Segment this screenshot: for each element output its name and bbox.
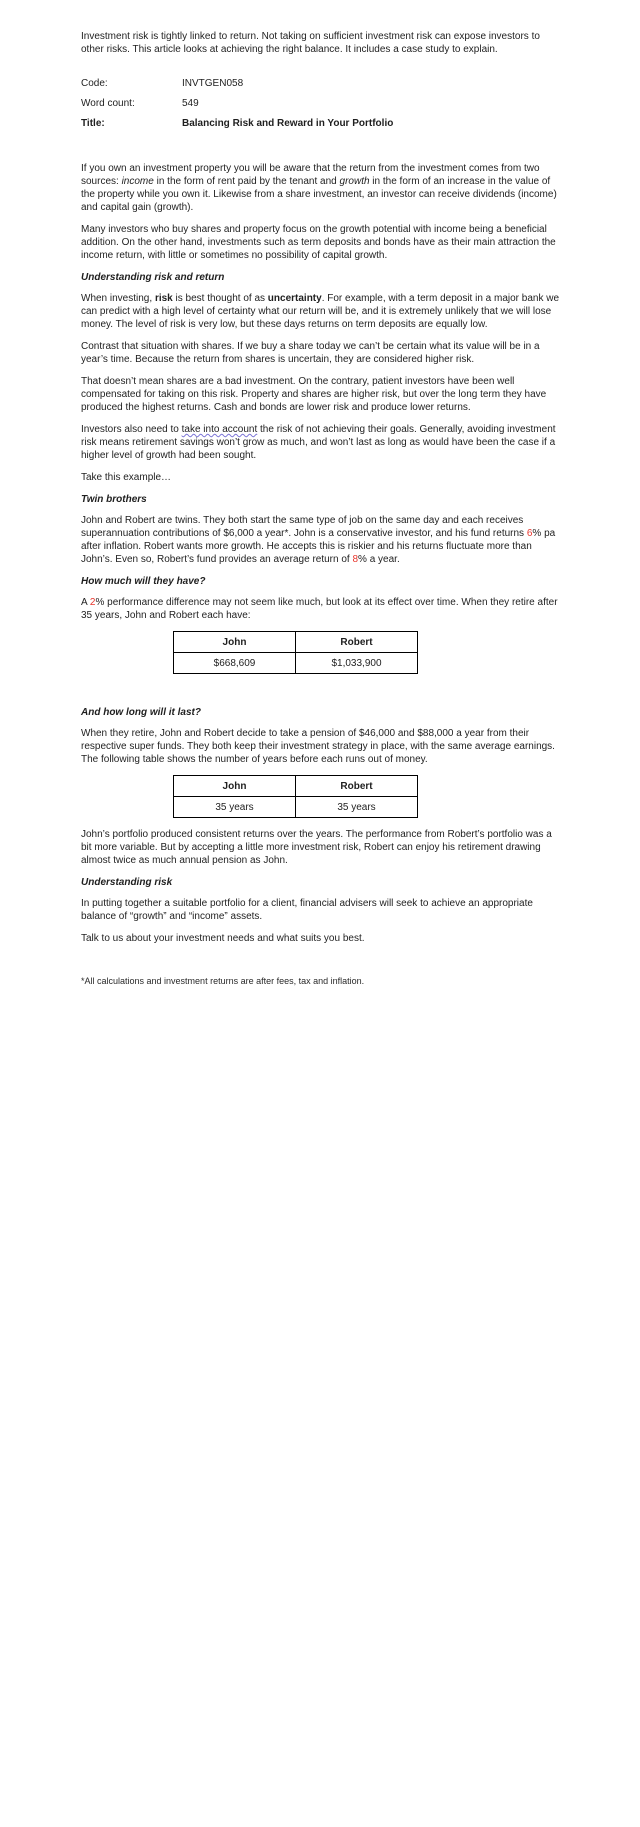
paragraph-shares-not-bad: That doesn’t mean shares are a bad investment. On the contrary, patient investors have been well compensated for taking on this risk. Property and shares are higher risk, but over the long term they have produced the highest returns. Cash and bonds are lower risk and produce lower returns. xyxy=(81,376,547,413)
paragraph-twins-story: John and Robert are twins. They both start the same type of job on the same day and each receives superannuation contributions of $6,000 a year*. John is a conservative investor, and his fund returns 6% pa after inflation. Robert wants more growth. He accepts this is riskier and his returns fluctuate more than John’s. Even so, Robert’s fund provides an average return of 8% a year. xyxy=(81,515,556,565)
duration-table-header-row xyxy=(174,776,418,797)
balance-table-cell-robert: $1,033,900 xyxy=(296,653,418,674)
balance-table-value-row xyxy=(174,653,418,674)
duration-table-header-john: John xyxy=(174,776,296,797)
document-title: Balancing Risk and Reward in Your Portfolio xyxy=(182,118,394,129)
paragraph-risk-of-goals: Investors also need to take into account the risk of not achieving their goals. Generally, avoiding investment risk means retirement savings won’t grow as much, and won’t last as long as would have been the case if a higher level of growth had been sought. xyxy=(81,424,556,461)
paragraph-growth-focus: Many investors who buy shares and property focus on the growth potential with income being a beneficial addition. On the other hand, investments such as term deposits and bonds have as their main attraction the income return, with little or sometimes no possibility of capital growth. xyxy=(81,224,556,261)
paragraph-contrast-shares: Contrast that situation with shares. If we buy a share today we can’t be certain what its value will be in a year’s time. Because the return from shares is uncertain, they are considered higher risk. xyxy=(81,341,540,365)
duration-table-cell-robert: 35 years xyxy=(296,797,418,818)
section-heading-how-long: And how long will it last? xyxy=(81,707,201,718)
duration-table-value-row xyxy=(174,797,418,818)
section-heading-risk-and-return: Understanding risk and return xyxy=(81,272,225,283)
balance-table-header-john: John xyxy=(174,632,296,653)
meta-code-value: INVTGEN058 xyxy=(182,78,244,89)
balance-table xyxy=(173,631,418,674)
meta-block xyxy=(81,74,561,134)
paragraph-performance-difference: A 2% performance difference may not seem like much, but look at its effect over time. When they retire after 35 years, John and Robert each have: xyxy=(81,597,558,621)
paragraph-consistent-returns: John’s portfolio produced consistent returns over the years. The performance from Robert’s portfolio was a bit more variable. But by accepting a little more investment risk, Robert can enjoy his retirement drawing almost twice as much annual pension as John. xyxy=(81,829,552,866)
meta-word-count-value: 549 xyxy=(182,98,199,109)
paragraph-suitable-portfolio: In putting together a suitable portfolio for a client, financial advisers will seek to achieve an appropriate balance of “growth” and “income” assets. xyxy=(81,898,533,922)
meta-code-row xyxy=(81,74,561,94)
intro-paragraph: Investment risk is tightly linked to return. Not taking on sufficient investment risk can expose investors to other risks. This article looks at achieving the right balance. It includes a case study to explain. xyxy=(81,31,540,55)
balance-table-cell-john: $668,609 xyxy=(174,653,296,674)
paragraph-talk-to-us: Talk to us about your investment needs and what suits you best. xyxy=(81,933,365,944)
paragraph-take-example: Take this example… xyxy=(81,472,172,483)
meta-code-label: Code: xyxy=(81,78,108,89)
paragraph-risk-uncertainty: When investing, risk is best thought of as uncertainty. For example, with a term deposit in a major bank we can predict with a high level of certainty what our return will be, and it is extremely unlikely that we will lose money. The level of risk is very low, but these days returns on term deposits are equally low. xyxy=(81,293,560,330)
footnote: *All calculations and investment returns are after fees, tax and inflation. xyxy=(81,976,365,986)
duration-table xyxy=(173,775,418,818)
paragraph-property-returns: If you own an investment property you will be aware that the return from the investment comes from two sources: income in the form of rent paid by the tenant and growth in the form of an increase in the value of the property while you own it. Likewise from a share investment, an investor can receive dividends (income) and capital gain (growth). xyxy=(81,163,557,213)
section-heading-twin-brothers: Twin brothers xyxy=(81,494,147,505)
section-heading-how-much: How much will they have? xyxy=(81,576,206,587)
meta-word-count-row xyxy=(81,94,561,114)
balance-table-header-robert: Robert xyxy=(296,632,418,653)
paragraph-pension-drawdown: When they retire, John and Robert decide to take a pension of $46,000 and $88,000 a year from their respective super funds. They both keep their investment strategy in place, with the same average earnings. The following table shows the number of years before each runs out of money. xyxy=(81,728,555,765)
section-heading-understanding-risk: Understanding risk xyxy=(81,877,173,888)
duration-table-header-robert: Robert xyxy=(296,776,418,797)
duration-table-cell-john: 35 years xyxy=(174,797,296,818)
meta-title-row xyxy=(81,114,561,134)
balance-table-header-row xyxy=(174,632,418,653)
meta-word-count-label: Word count: xyxy=(81,98,135,109)
meta-title-label: Title: xyxy=(81,118,105,129)
